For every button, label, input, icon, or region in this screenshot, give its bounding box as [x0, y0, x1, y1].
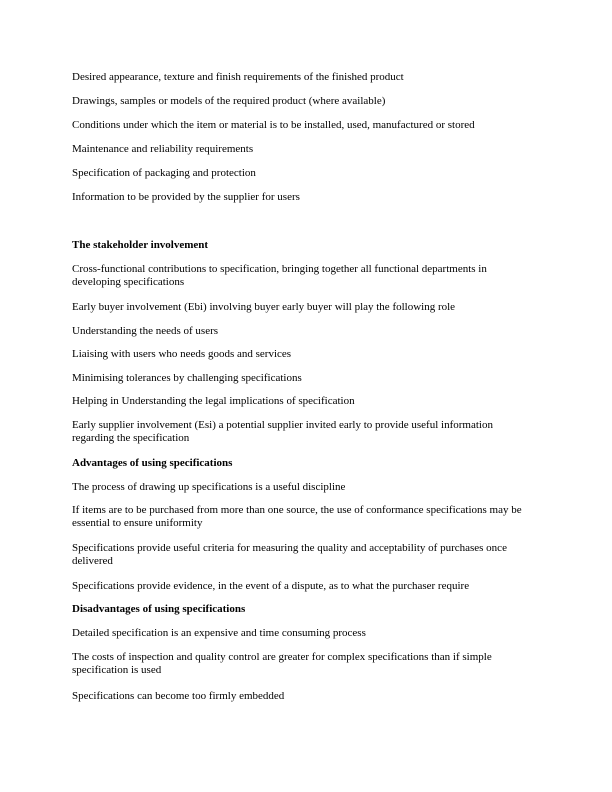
paragraph: Drawings, samples or models of the required product (where available)	[72, 95, 386, 107]
paragraph: Specifications provide evidence, in the event of a dispute, as to what the purchaser require	[72, 580, 470, 592]
paragraph: Specifications can become too firmly embedded	[72, 690, 285, 702]
paragraph: Minimising tolerances by challenging specifications	[72, 372, 302, 384]
paragraph: Conditions under which the item or material is to be installed, used, manufactured or stored	[72, 119, 475, 131]
paragraph: Early buyer involvement (Ebi) involving buyer early buyer will play the following role	[72, 301, 456, 313]
paragraph: Desired appearance, texture and finish requirements of the finished product	[72, 71, 404, 83]
paragraph: Understanding the needs of users	[72, 325, 219, 337]
paragraph: If items are to be purchased from more than one source, the use of conformance specifications may be essential to ensure uniformity	[72, 504, 522, 529]
section-heading-stakeholder: The stakeholder involvement	[72, 239, 209, 251]
paragraph: Maintenance and reliability requirements	[72, 143, 254, 155]
section-heading-advantages: Advantages of using specifications	[72, 457, 233, 469]
section-heading-disadvantages: Disadvantages of using specifications	[72, 603, 246, 615]
paragraph: Detailed specification is an expensive and time consuming process	[72, 627, 366, 639]
paragraph: Cross-functional contributions to specification, bringing together all functional departments in developing specifications	[72, 263, 487, 288]
paragraph: Specifications provide useful criteria for measuring the quality and acceptability of purchases once delivered	[72, 542, 507, 567]
paragraph: Information to be provided by the supplier for users	[72, 191, 300, 203]
paragraph: The process of drawing up specifications is a useful discipline	[72, 481, 346, 493]
paragraph: Early supplier involvement (Esi) a potential supplier invited early to provide useful information regarding the specification	[72, 419, 493, 444]
paragraph: The costs of inspection and quality control are greater for complex specifications than if simple specification is used	[72, 651, 492, 676]
paragraph: Specification of packaging and protection	[72, 167, 256, 179]
paragraph: Helping in Understanding the legal implications of specification	[72, 395, 355, 407]
paragraph: Liaising with users who needs goods and services	[72, 348, 292, 360]
